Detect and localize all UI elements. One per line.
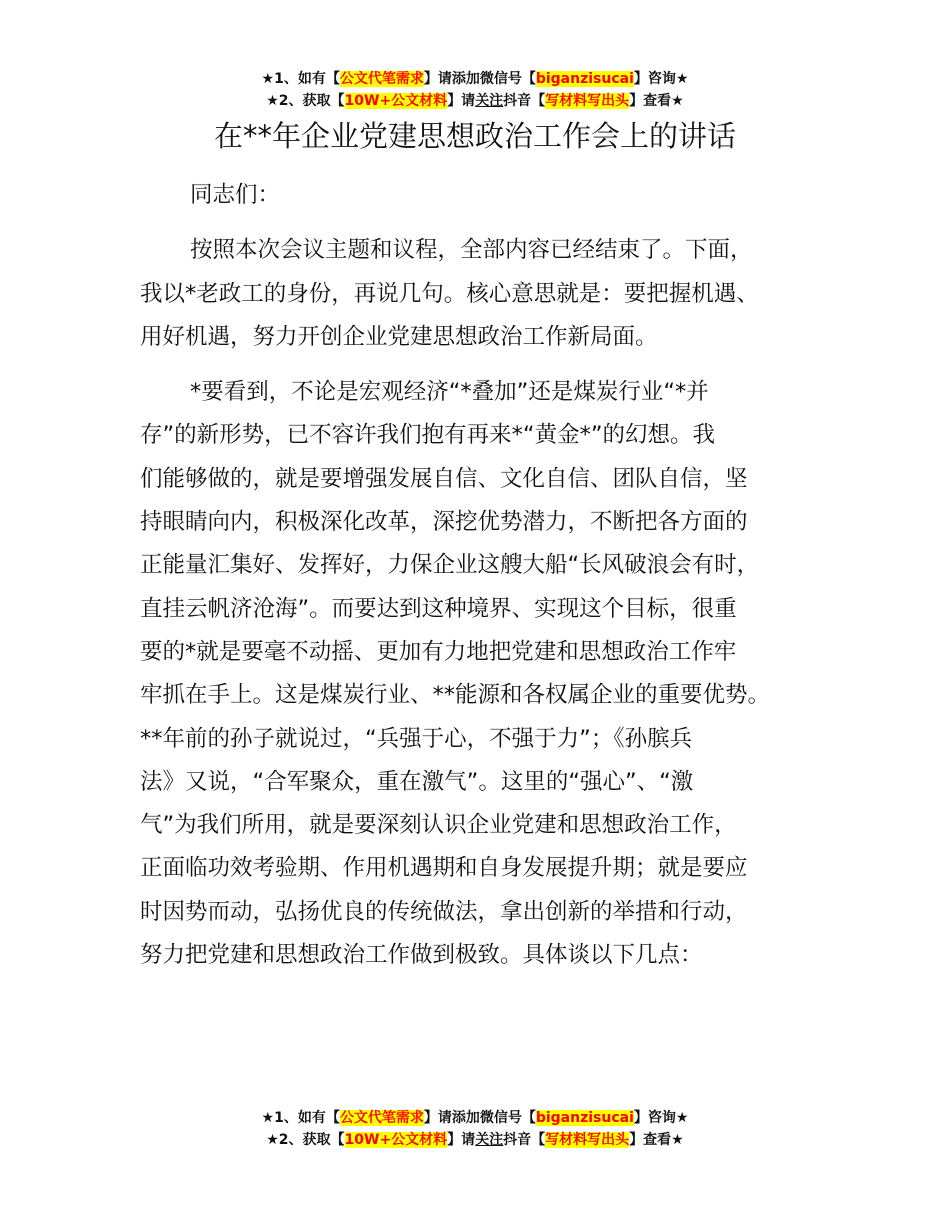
banner-highlight-douyin: 写材料写出头 (545, 93, 630, 109)
paragraph-line: 正面临功效考验期、作用机遇期和自身发展提升期；就是要应 (140, 855, 748, 882)
paragraph-line: 用好机遇，努力开创企业党建思想政治工作新局面。 (140, 323, 658, 350)
footer-banner (0, 1107, 950, 1151)
banner-highlight-materials: 10W+公文材料 (344, 1132, 448, 1148)
paragraph-line: 努力把党建和思想政治工作做到极致。具体谈以下几点： (140, 942, 703, 969)
paragraph-line: 存”的新形势，已不容许我们抱有再来*“黄金*”的幻想。我 (140, 422, 715, 449)
banner-line-1: ★1、如有【公文代笔需求】请添加微信号【biganzisucai】咨询★ (261, 71, 689, 87)
paragraph-line: 气”为我们所用，就是要深刻认识企业党建和思想政治工作， (140, 812, 737, 839)
banner-highlight-wechat-id: biganzisucai (535, 1110, 634, 1126)
banner-line-2: ★2、获取【10W+公文材料】请关注抖音【写材料写出头】查看★ (266, 1132, 684, 1148)
banner-highlight-douyin: 写材料写出头 (545, 1132, 630, 1148)
banner-line-2: ★2、获取【10W+公文材料】请关注抖音【写材料写出头】查看★ (266, 93, 684, 109)
paragraph-line: 直挂云帆济沧海”。而要达到这种境界、实现这个目标，很重 (140, 595, 737, 622)
banner-line-1: ★1、如有【公文代笔需求】请添加微信号【biganzisucai】咨询★ (261, 1110, 689, 1126)
greeting: 同志们： (190, 182, 281, 208)
header-banner (0, 68, 950, 112)
paragraph-line: 要的*就是要毫不动摇、更加有力地把党建和思想政治工作牢 (140, 638, 737, 665)
paragraph-line: **年前的孙子就说过，“兵强于心，不强于力”；《孙膑兵 (140, 725, 693, 752)
paragraph-line: 按照本次会议主题和议程，全部内容已经结束了。下面， (190, 237, 753, 264)
paragraph-line: 我以*老政工的身份，再说几句。核心意思就是：要把握机遇、 (140, 280, 759, 307)
paragraph-2 (140, 371, 830, 977)
paragraph-1 (140, 229, 830, 359)
paragraph-line: 时因势而动，弘扬优良的传统做法，拿出创新的举措和行动， (140, 898, 748, 925)
banner-highlight-materials: 10W+公文材料 (344, 93, 448, 109)
paragraph-line: *要看到，不论是宏观经济“*叠加”还是煤炭行业“*并 (190, 379, 709, 406)
document-title: 在**年企业党建思想政治工作会上的讲话 (213, 119, 736, 153)
document-body (140, 174, 830, 989)
paragraph-line: 正能量汇集好、发挥好，力保企业这艘大船“长风破浪会有时， (140, 552, 760, 579)
banner-highlight-wechat-id: biganzisucai (535, 71, 634, 87)
paragraph-line: 牢抓在手上。这是煤炭行业、**能源和各权属企业的重要优势。 (140, 682, 771, 709)
paragraph-line: 法》又说，“合军聚众，重在激气”。这里的“强心”、“激 (140, 768, 694, 795)
paragraph-line: 们能够做的，就是要增强发展自信、文化自信、团队自信，坚 (140, 465, 748, 492)
banner-highlight-ghostwriting: 公文代笔需求 (339, 71, 424, 87)
paragraph-line: 持眼睛向内，积极深化改革，深挖优势潜力，不断把各方面的 (140, 509, 748, 536)
banner-highlight-ghostwriting: 公文代笔需求 (339, 1110, 424, 1126)
